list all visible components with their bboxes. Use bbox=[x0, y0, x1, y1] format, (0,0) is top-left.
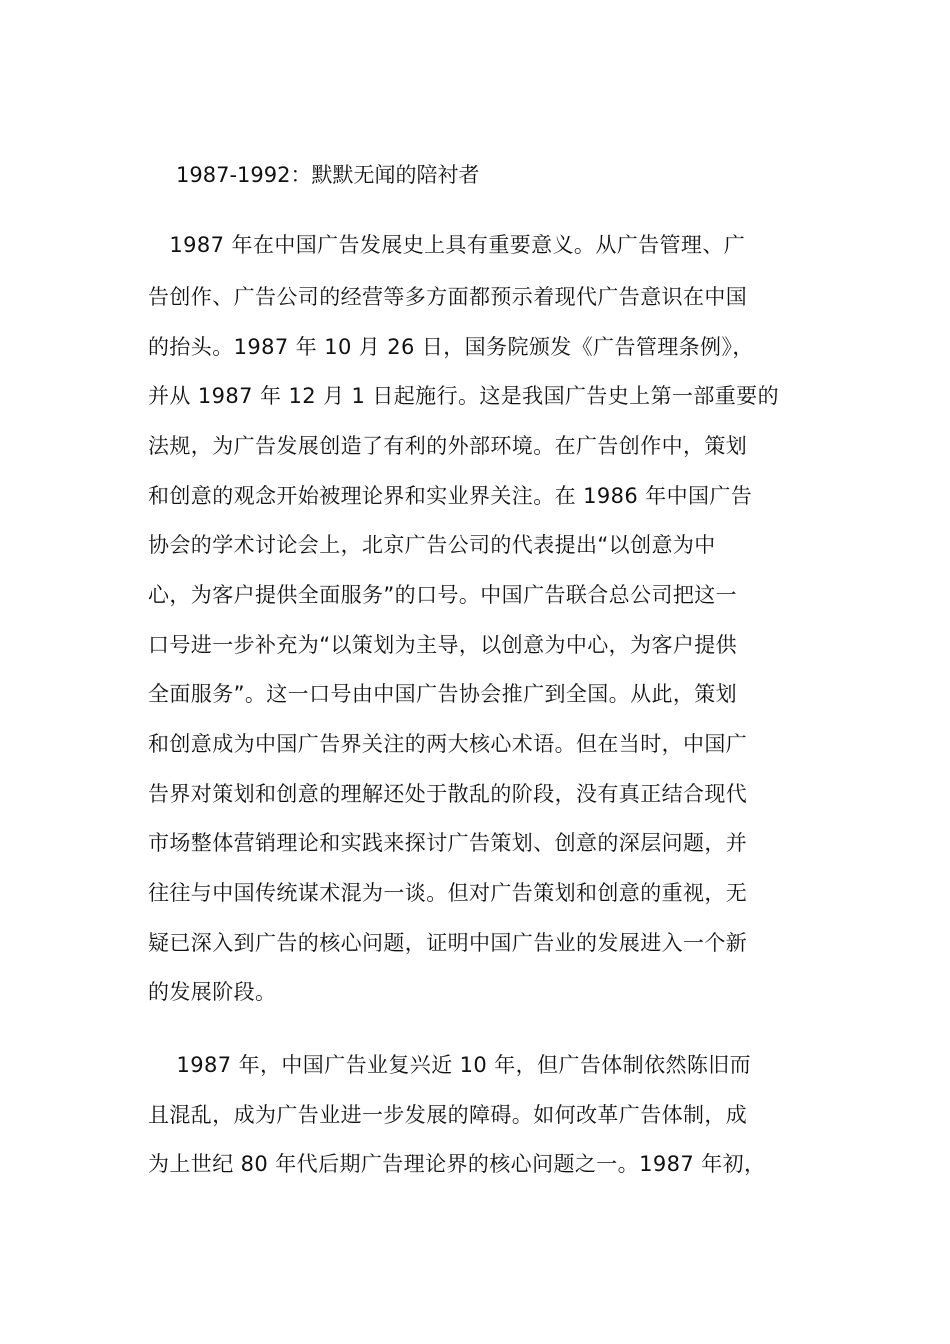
paragraph-line: 为上世纪 80 年代后期广告理论界的核心问题之一。1987 年初， bbox=[148, 1152, 766, 1176]
paragraph-line: 告界对策划和创意的理解还处于散乱的阶段，没有真正结合现代 bbox=[148, 782, 748, 806]
paragraph-line: 全面服务”。这一口号由中国广告协会推广到全国。从此，策划 bbox=[148, 682, 738, 706]
section-heading: 1987-1992：默默无闻的陪衬者 bbox=[176, 163, 480, 187]
paragraph-line: 和创意的观念开始被理论界和实业界关注。在 1986 年中国广告 bbox=[148, 484, 753, 508]
paragraph-line: 疑已深入到广告的核心问题，证明中国广告业的发展进入一个新 bbox=[148, 931, 748, 955]
paragraph-line: 市场整体营销理论和实践来探讨广告策划、创意的深层问题，并 bbox=[148, 831, 748, 855]
paragraph-line: 法规，为广告发展创造了有利的外部环境。在广告创作中，策划 bbox=[148, 434, 748, 458]
paragraph-line: 的抬头。1987 年 10 月 26 日，国务院颁发《广告管理条例》， bbox=[148, 335, 754, 359]
paragraph-line: 1987 年在中国广告发展史上具有重要意义。从广告管理、广 bbox=[148, 233, 746, 257]
paragraph-line: 心，为客户提供全面服务”的口号。中国广告联合总公司把这一 bbox=[148, 583, 738, 607]
paragraph-line: 且混乱，成为广告业进一步发展的障碍。如何改革广告体制，成 bbox=[148, 1103, 748, 1127]
paragraph-line: 往往与中国传统谋术混为一谈。但对广告策划和创意的重视，无 bbox=[148, 881, 748, 905]
paragraph-line: 告创作、广告公司的经营等多方面都预示着现代广告意识在中国 bbox=[148, 285, 748, 309]
paragraph-line: 1987 年，中国广告业复兴近 10 年，但广告体制依然陈旧而 bbox=[148, 1053, 752, 1077]
paragraph-line: 并从 1987 年 12 月 1 日起施行。这是我国广告史上第一部重要的 bbox=[148, 384, 779, 408]
paragraph-line: 协会的学术讨论会上，北京广告公司的代表提出“以创意为中 bbox=[148, 533, 716, 557]
paragraph-line: 和创意成为中国广告界关注的两大核心术语。但在当时，中国广 bbox=[148, 732, 748, 756]
paragraph-line: 的发展阶段。 bbox=[148, 980, 277, 1004]
paragraph-line: 口号进一步补充为“以策划为主导，以创意为中心，为客户提供 bbox=[148, 633, 738, 657]
